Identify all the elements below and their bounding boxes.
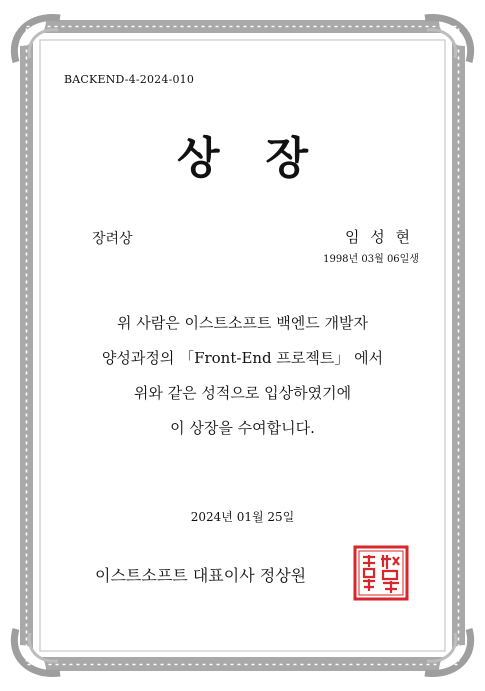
- body-text-line: 양성과정의 「Front-End 프로젝트」 에서: [101, 349, 384, 367]
- title-char: 장: [265, 133, 309, 184]
- certificate-title: [0, 122, 485, 186]
- official-seal-stamp: [353, 545, 409, 601]
- recipient-name: 임 성 현: [344, 228, 413, 246]
- issue-date: 2024년 01월 25일: [190, 510, 295, 524]
- title-char: 상: [176, 133, 220, 184]
- body-text-line: 위와 같은 성적으로 입상하였기에: [133, 384, 352, 402]
- body-text-line: 위 사람은 이스트소프트 백엔드 개발자: [117, 314, 368, 332]
- body-text-line: 이 상장을 수여합니다.: [170, 419, 315, 437]
- certificate-serial-number: BACKEND-4-2024-010: [64, 73, 195, 86]
- recipient-birthdate: 1998년 03월 06일생: [323, 254, 419, 265]
- award-name: 장려상: [92, 231, 133, 247]
- issuer-signature: 이스트소프트 대표이사 정상원: [95, 566, 307, 585]
